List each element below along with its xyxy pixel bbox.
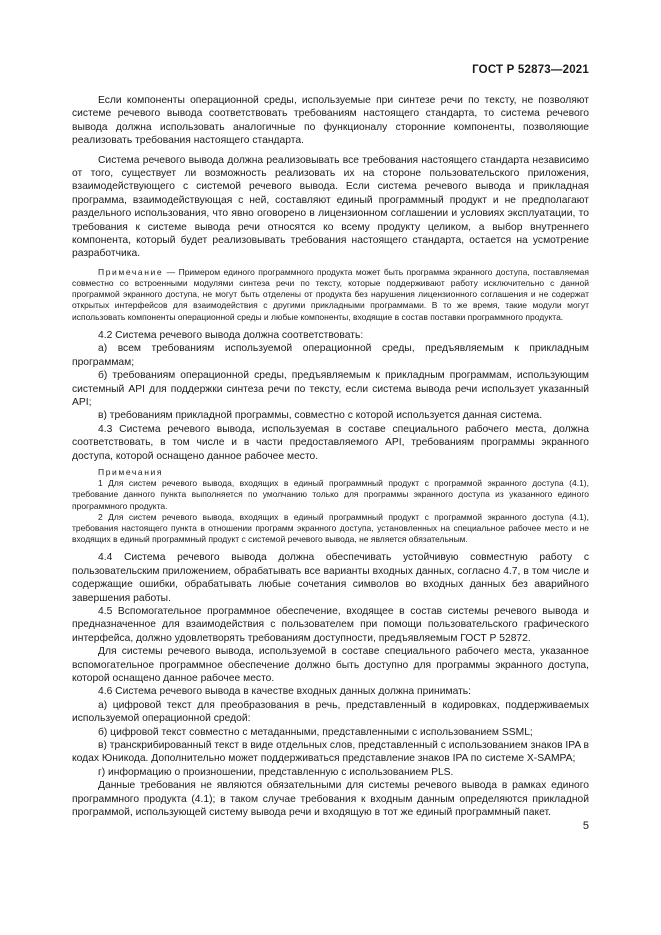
- list-item: а) цифровой текст для преобразования в речь, представленный в кодировках, поддерживаемых используемой операционной средой:: [72, 699, 589, 725]
- paragraph: Если компоненты операционной среды, используемые при синтезе речи по тексту, не позволяют системе речевого вывода соответствовать требованиям настоящего стандарта, то система речевого вывода должна использовать аналогичные по функционалу сторонние компоненты, позволяющие реализовать требования настоящего стандарта.: [72, 95, 589, 147]
- paragraph: Данные требования не являются обязательными для системы речевого вывода в рамках единого программного продукта (4.1); в таком случае требования к входным данным определяются прикладной программой, использующей систему вывода речи и входящую в тот же единый программный пакет.: [72, 780, 589, 819]
- document-id: ГОСТ Р 52873—2021: [472, 64, 589, 76]
- document-body: [72, 94, 589, 820]
- clause-4-2: 4.2 Система речевого вывода должна соответствовать:: [98, 329, 364, 341]
- page-number: 5: [582, 820, 589, 832]
- clause-4-3: 4.3 Система речевого вывода, используемая в составе специального рабочего места, должна соответствовать, в том числе и в части предоставляемого API, требованиям программы экранного доступа, которой оснащено данное рабочее место.: [72, 423, 589, 462]
- note: 1 Для систем речевого вывода, входящих в единый программный продукт с программой экранного доступа (4.1), требование данного пункта выполняется по умолчанию только для программы экранного доступа из указанного единого программного продукта.: [72, 478, 589, 511]
- clause-4-6: 4.6 Система речевого вывода в качестве входных данных должна принимать:: [98, 686, 472, 698]
- list-item: б) требованиям операционной среды, предъявляемым к прикладным программам, использующим системный API для поддержки синтеза речи по тексту, если система вывода речи использует указанный API;: [72, 370, 589, 408]
- note: [72, 267, 589, 323]
- paragraph: Система речевого вывода должна реализовывать все требования настоящего стандарта независимо от того, существует ли возможность реализовать их на стороне пользовательского приложения, взаимодействующего с системой речевого вывода. Если система речевого вывода и прикладная программа, взаимодействующая с ней, составляют единый программный продукт и не предполагают раздельного использования, что явно оговорено в лицензионном соглашении и условиях эксплуатации, то требования к системе вывода речи относятся ко всему продукту целиком, а выбор внутреннего компонента, который будет реализовывать требования настоящего стандарта, остается на усмотрение разработчика.: [72, 154, 589, 260]
- list-item: в) транскрибированный текст в виде отдельных слов, представленный с использованием знаков IPA в кодах Юникода. Дополнительно может поддерживаться представление знаков IPA по системе X-SAMPA;: [72, 740, 589, 765]
- paragraph: Для системы речевого вывода, используемой в составе специального рабочего места, указанное вспомогательное программное обеспечение должно быть доступно для программы экранного доступа, которой оснащено данное рабочее место.: [72, 646, 589, 685]
- list-item: в) требованиям прикладной программы, совместно с которой используется данная система.: [98, 410, 543, 422]
- clause-4-4: 4.4 Система речевого вывода должна обеспечивать устойчивую совместную работу с пользовательским приложением, обрабатывать все варианты входных данных, согласно 4.7, в том числе и содержащие ошибки, обрабатывать любые сочетания символов во входных данных без аварийного завершения работы.: [72, 552, 589, 604]
- clause-4-5: 4.5 Вспомогательное программное обеспечение, входящее в состав системы речевого вывода и предназначенное для взаимодействия с пользователем при помощи пользовательского графического интерфейса, должно удовлетворять требованиям доступности, предъявляемым ГОСТ Р 52872.: [72, 606, 589, 644]
- note: 2 Для систем речевого вывода, входящих в единый программный продукт с программой экранного доступа (4.1), требования настоящего пункта в отношении программ экранного доступа, установленных на специальное рабочее место и не входящих в единый программный продукт с системой речевого вывода, не является обязательным.: [72, 511, 589, 545]
- list-item: а) всем требованиям используемой операционной среды, предъявляемым к прикладным программам;: [72, 343, 589, 368]
- note-label: Примечание: [98, 266, 164, 277]
- note-text: — Примером единого программного продукта может быть программа экранного доступа, поставляемая совместно со встроенными модулями синтеза речи по тексту, которые поддерживают работу исключительно с данной программой экранного доступа, не могут быть отделены от продукта без нарушения лицензионного соглашения и не содержат открытых интерфейсов для взаимодействия с другими прикладными программами. В то же время, такие модули могут использовать компоненты операционной среды и любые компоненты, входящие в состав поставки программного продукта.: [72, 266, 589, 322]
- list-item: г) информацию о произношении, представленную с использованием PLS.: [98, 766, 454, 778]
- list-item: б) цифровой текст совместно с метаданными, представленными с использованием SSML;: [98, 726, 533, 738]
- notes-label: Примечания: [98, 466, 164, 477]
